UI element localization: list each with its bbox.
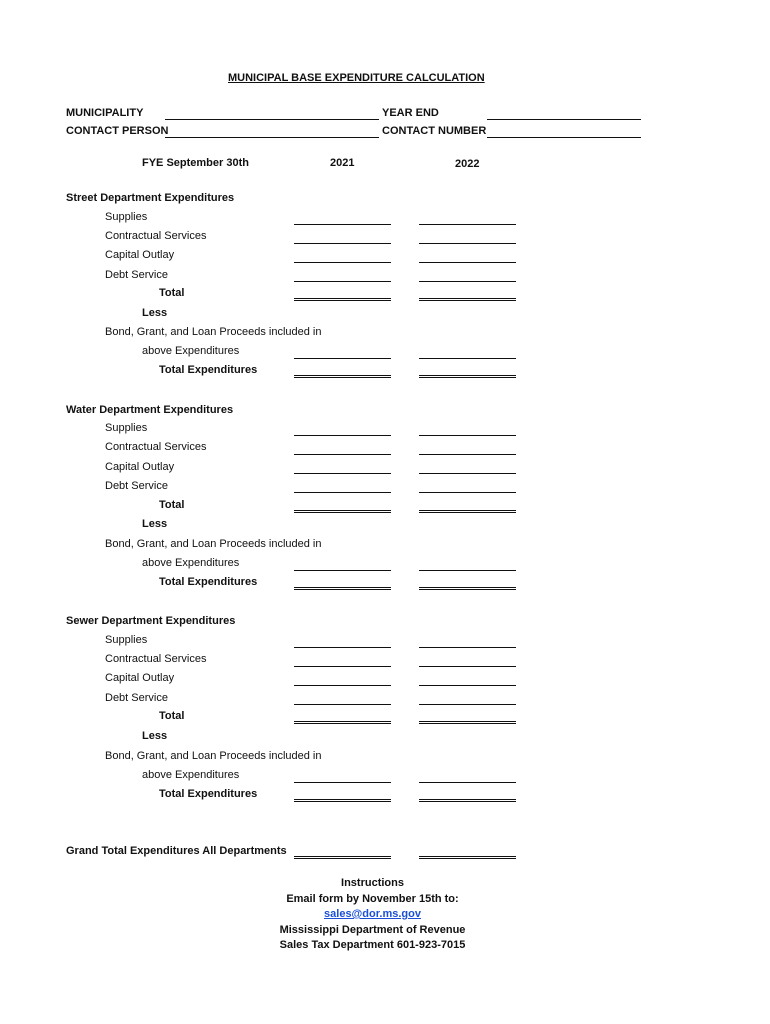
street-supplies-2021-field[interactable]	[294, 224, 391, 225]
water-total-expenditures-2022-field[interactable]	[419, 587, 516, 590]
sewer-total-expenditures-2022-field[interactable]	[419, 799, 516, 802]
contact-person-label: CONTACT PERSON	[66, 125, 169, 137]
instructions-email-line: Email form by November 15th to:	[286, 893, 459, 905]
street-capital-2022-field[interactable]	[419, 262, 516, 263]
water-debt-2021-field[interactable]	[294, 492, 391, 493]
street-capital-label: Capital Outlay	[105, 249, 175, 261]
water-capital-2021-field[interactable]	[294, 473, 391, 474]
street-debt-2021-field[interactable]	[294, 281, 391, 282]
street-total-label: Total	[159, 287, 185, 299]
sewer-bond-label-1: Bond, Grant, and Loan Proceeds included in	[105, 750, 322, 762]
street-contractual-2021-field[interactable]	[294, 243, 391, 244]
water-bond-label-1: Bond, Grant, and Loan Proceeds included in	[105, 538, 322, 550]
sewer-total-expenditures-2021-field[interactable]	[294, 799, 391, 802]
contact-number-label: CONTACT NUMBER	[382, 125, 487, 137]
street-bond-2022-field[interactable]	[419, 358, 516, 359]
street-total-2021-field[interactable]	[294, 298, 391, 301]
water-capital-2022-field[interactable]	[419, 473, 516, 474]
water-bond-2022-field[interactable]	[419, 570, 516, 571]
grand-total-label: Grand Total Expenditures All Departments	[66, 845, 287, 857]
street-debt-label: Debt Service	[105, 269, 168, 281]
sewer-capital-label: Capital Outlay	[105, 672, 175, 684]
water-supplies-2021-field[interactable]	[294, 435, 391, 436]
water-less-label: Less	[142, 518, 168, 530]
water-contractual-label: Contractual Services	[105, 441, 207, 453]
sewer-debt-2021-field[interactable]	[294, 704, 391, 705]
sewer-contractual-label: Contractual Services	[105, 653, 207, 665]
section-street-heading: Street Department Expenditures	[66, 192, 235, 204]
year-end-label: YEAR END	[382, 107, 439, 119]
water-bond-label-2: above Expenditures	[142, 557, 240, 569]
sewer-total-expenditures-label: Total Expenditures	[159, 788, 258, 800]
street-less-label: Less	[142, 307, 168, 319]
street-total-expenditures-2022-field[interactable]	[419, 375, 516, 378]
sewer-capital-2021-field[interactable]	[294, 685, 391, 686]
water-total-2021-field[interactable]	[294, 510, 391, 513]
sewer-total-2021-field[interactable]	[294, 721, 391, 724]
contact-person-field[interactable]	[165, 137, 379, 138]
water-bond-2021-field[interactable]	[294, 570, 391, 571]
water-capital-label: Capital Outlay	[105, 461, 175, 473]
sewer-contractual-2022-field[interactable]	[419, 666, 516, 667]
street-supplies-2022-field[interactable]	[419, 224, 516, 225]
email-link[interactable]: sales@dor.ms.gov	[324, 908, 421, 920]
fye-label: FYE September 30th	[142, 157, 249, 169]
sewer-bond-2021-field[interactable]	[294, 782, 391, 783]
water-debt-label: Debt Service	[105, 480, 168, 492]
year-2021-header: 2021	[330, 157, 355, 169]
street-total-expenditures-label: Total Expenditures	[159, 364, 258, 376]
sewer-contractual-2021-field[interactable]	[294, 666, 391, 667]
grand-total-2021-field[interactable]	[294, 856, 391, 859]
sewer-debt-label: Debt Service	[105, 692, 168, 704]
street-contractual-label: Contractual Services	[105, 230, 207, 242]
water-debt-2022-field[interactable]	[419, 492, 516, 493]
sewer-bond-2022-field[interactable]	[419, 782, 516, 783]
municipality-label: MUNICIPALITY	[66, 107, 144, 119]
year-2022-header: 2022	[455, 158, 480, 170]
water-total-expenditures-label: Total Expenditures	[159, 576, 258, 588]
sewer-supplies-label: Supplies	[105, 634, 148, 646]
water-total-expenditures-2021-field[interactable]	[294, 587, 391, 590]
municipality-field[interactable]	[165, 119, 379, 120]
street-capital-2021-field[interactable]	[294, 262, 391, 263]
sewer-total-label: Total	[159, 710, 185, 722]
street-total-2022-field[interactable]	[419, 298, 516, 301]
sewer-capital-2022-field[interactable]	[419, 685, 516, 686]
instructions-department: Mississippi Department of Revenue	[279, 924, 466, 936]
water-total-label: Total	[159, 499, 185, 511]
grand-total-2022-field[interactable]	[419, 856, 516, 859]
street-total-expenditures-2021-field[interactable]	[294, 375, 391, 378]
instructions-email-wrap	[220, 908, 525, 920]
sewer-debt-2022-field[interactable]	[419, 704, 516, 705]
street-contractual-2022-field[interactable]	[419, 243, 516, 244]
year-end-field[interactable]	[487, 119, 641, 120]
contact-number-field[interactable]	[487, 137, 641, 138]
water-contractual-2022-field[interactable]	[419, 454, 516, 455]
water-contractual-2021-field[interactable]	[294, 454, 391, 455]
sewer-total-2022-field[interactable]	[419, 721, 516, 724]
instructions-phone-line: Sales Tax Department 601-923-7015	[279, 939, 466, 951]
water-supplies-label: Supplies	[105, 422, 148, 434]
sewer-less-label: Less	[142, 730, 168, 742]
street-debt-2022-field[interactable]	[419, 281, 516, 282]
street-bond-label-2: above Expenditures	[142, 345, 240, 357]
instructions-heading: Instructions	[341, 877, 404, 889]
page-title: MUNICIPAL BASE EXPENDITURE CALCULATION	[228, 72, 485, 84]
water-total-2022-field[interactable]	[419, 510, 516, 513]
section-water-heading: Water Department Expenditures	[66, 404, 234, 416]
sewer-bond-label-2: above Expenditures	[142, 769, 240, 781]
sewer-supplies-2021-field[interactable]	[294, 647, 391, 648]
street-supplies-label: Supplies	[105, 211, 148, 223]
street-bond-2021-field[interactable]	[294, 358, 391, 359]
sewer-supplies-2022-field[interactable]	[419, 647, 516, 648]
street-bond-label-1: Bond, Grant, and Loan Proceeds included in	[105, 326, 322, 338]
section-sewer-heading: Sewer Department Expenditures	[66, 615, 236, 627]
water-supplies-2022-field[interactable]	[419, 435, 516, 436]
